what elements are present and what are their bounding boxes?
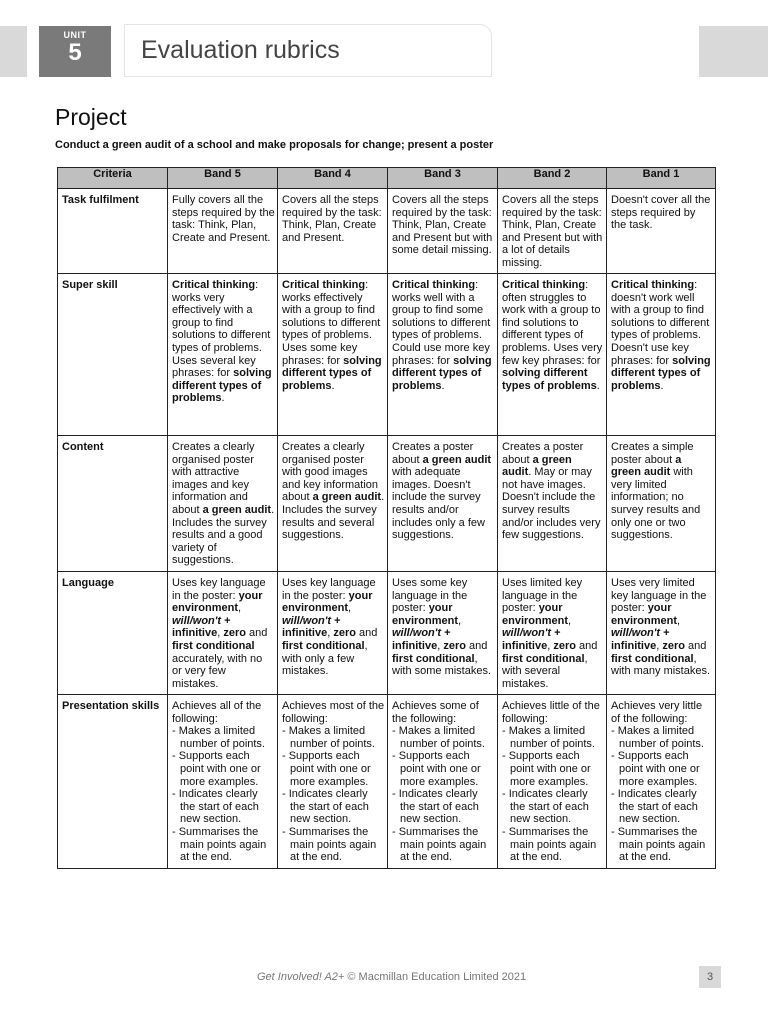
- key-phrase: solving different types of problems: [282, 354, 382, 392]
- key-phrase: solving different types of problems: [172, 367, 272, 405]
- text-fragment: Creates a poster about: [392, 441, 474, 466]
- language-band-2: [498, 572, 607, 695]
- list-item: - Summarises the main points again at the end.: [502, 825, 597, 864]
- text-fragment: Creates a clearly organised poster with attractive images and key information and about: [172, 441, 255, 516]
- table-row: [58, 274, 716, 436]
- book-title: Get Involved! A2+: [257, 971, 345, 983]
- criteria-cell: Task fulfilment: [58, 189, 168, 274]
- header-band-1: Band 1: [607, 168, 716, 189]
- text-fragment: works very effectively with a group to find solutions to different types of problems. Uses several key phrases: for: [172, 291, 271, 380]
- text-fragment: , with many mistakes.: [611, 652, 711, 678]
- text-fragment: Uses some key language in the poster:: [392, 577, 468, 615]
- text-fragment: :: [475, 279, 479, 291]
- list-item: - Summarises the main points again at the end.: [172, 825, 267, 864]
- text-fragment: and: [575, 639, 598, 652]
- presentation-points: [502, 725, 604, 864]
- footer-copyright: [257, 971, 526, 983]
- list-item: - Supports each point with one or more examples.: [392, 750, 481, 788]
- criteria-cell: Super skill: [58, 274, 168, 436]
- text-fragment: ,: [677, 614, 681, 627]
- presentation-intro: Achieves all of the following:: [172, 700, 262, 725]
- key-language: first conditional: [172, 639, 255, 652]
- language-band-1: [607, 572, 716, 695]
- list-item: - Indicates clearly the start of each new section.: [502, 788, 589, 826]
- table-row: [58, 695, 716, 869]
- text-fragment: +: [221, 614, 231, 627]
- key-language: your environment: [611, 602, 678, 627]
- skill-label: Critical thinking: [282, 279, 366, 291]
- criteria-cell: Content: [58, 436, 168, 572]
- super-band-3: [388, 274, 498, 436]
- presentation-band-5: [168, 695, 278, 869]
- presentation-intro: Achieves most of the following:: [282, 700, 385, 725]
- list-item: - Supports each point with one or more examples.: [282, 750, 371, 788]
- page-number: 3: [699, 966, 721, 988]
- copyright-text: © Macmillan Education Limited 2021: [344, 971, 527, 983]
- presentation-intro: Achieves very little of the following:: [611, 700, 703, 725]
- language-band-5: [168, 572, 278, 695]
- text-fragment: . May or may not have images. Doesn't include the survey results and/or includes very few suggestions.: [502, 466, 601, 542]
- list-item: - Makes a limited number of points.: [392, 725, 485, 750]
- key-language: infinitive: [172, 627, 218, 640]
- content-band-1: [607, 436, 716, 572]
- right-header-strip: [699, 26, 768, 77]
- text-fragment: ,: [656, 639, 663, 652]
- text-fragment: +: [331, 614, 341, 627]
- text-fragment: doesn't work well with a group to find solutions to different types of problems. Doesn't use key phrases: for: [611, 291, 710, 367]
- key-language: zero: [333, 627, 356, 640]
- presentation-points: [172, 725, 275, 864]
- key-language: your environment: [172, 589, 263, 615]
- content-band-4: [278, 436, 388, 572]
- header-band-5: Band 5: [168, 168, 278, 189]
- text-fragment: Uses limited key language in the poster:: [502, 577, 583, 615]
- key-language: first conditional: [392, 652, 475, 665]
- text-fragment: .: [660, 379, 664, 392]
- text-fragment: . Includes the survey results and several suggestions.: [282, 491, 385, 542]
- language-band-3: [388, 572, 498, 695]
- text-fragment: ,: [568, 614, 572, 627]
- criteria-cell: Presentation skills: [58, 695, 168, 869]
- text-fragment: .: [596, 379, 600, 392]
- text-fragment: +: [660, 627, 670, 640]
- text-fragment: Uses very limited key language in the poster:: [611, 577, 707, 615]
- table-row: [58, 572, 716, 695]
- list-item: - Supports each point with one or more examples.: [502, 750, 591, 788]
- text-fragment: , with only a few mistakes.: [282, 639, 368, 678]
- presentation-points: [392, 725, 495, 864]
- text-fragment: ,: [238, 602, 242, 615]
- text-fragment: .: [441, 379, 445, 392]
- super-band-4: [278, 274, 388, 436]
- list-item: - Summarises the main points again at the end.: [611, 825, 706, 864]
- presentation-intro: Achieves some of the following:: [392, 700, 479, 725]
- section-subtitle: Conduct a green audit of a school and make proposals for change; present a poster: [55, 139, 494, 151]
- task-band-4: Covers all the steps required by the task: Think, Plan, Create and Present.: [278, 189, 388, 274]
- text-fragment: . Includes the survey results and a good variety of suggestions.: [172, 503, 275, 567]
- skill-label: Critical thinking: [172, 279, 256, 291]
- task-band-1: Doesn't cover all the steps required by the task.: [607, 189, 716, 274]
- text-fragment: and: [355, 627, 378, 640]
- text-fragment: +: [441, 627, 451, 640]
- text-fragment: .: [331, 379, 335, 392]
- key-language-italic: will/won't: [392, 627, 442, 640]
- key-language-italic: will/won't: [611, 627, 661, 640]
- presentation-points: [282, 725, 385, 864]
- task-band-5: Fully covers all the steps required by the task: Think, Plan, Create and Present.: [168, 189, 278, 274]
- list-item: - Makes a limited number of points.: [282, 725, 375, 750]
- text-fragment: works effectively with a group to find solutions to different types of problems. Uses some key phrases: for: [282, 291, 381, 367]
- header-band-4: Band 4: [278, 168, 388, 189]
- text-fragment: with very limited information; no survey results and only one or two suggestions.: [611, 466, 701, 542]
- list-item: - Makes a limited number of points.: [172, 725, 265, 750]
- text-fragment: Uses key language in the poster:: [172, 577, 266, 602]
- header-title-box: [124, 24, 492, 77]
- list-item: - Summarises the main points again at the end.: [282, 825, 377, 864]
- rubric-table: [57, 167, 716, 869]
- presentation-points: [611, 725, 713, 864]
- key-language: zero: [553, 639, 576, 652]
- skill-label: Critical thinking: [502, 279, 586, 291]
- text-fragment: works well with a group to find some solutions to different types of problems. Could use more key phrases: for: [392, 291, 491, 367]
- header-criteria: Criteria: [58, 168, 168, 189]
- text-fragment: :: [365, 279, 369, 291]
- content-band-3: [388, 436, 498, 572]
- content-band-5: [168, 436, 278, 572]
- key-phrase: solving different types of problems: [502, 367, 597, 392]
- list-item: - Indicates clearly the start of each new section.: [172, 788, 259, 826]
- key-phrase: solving different types of problems: [611, 354, 711, 392]
- list-item: - Supports each point with one or more examples.: [611, 750, 700, 788]
- list-item: - Summarises the main points again at the end.: [392, 825, 487, 864]
- key-language-italic: will/won't: [502, 627, 552, 640]
- content-band-2: [498, 436, 607, 572]
- key-language: your environment: [502, 602, 569, 627]
- text-fragment: ,: [458, 614, 462, 627]
- presentation-band-3: [388, 695, 498, 869]
- left-header-strip: [0, 26, 27, 77]
- key-language-italic: will/won't: [282, 614, 332, 627]
- criteria-cell: Language: [58, 572, 168, 695]
- text-fragment: ,: [348, 602, 352, 615]
- skill-label: Critical thinking: [611, 279, 695, 291]
- task-band-3: Covers all the steps required by the task: Think, Plan, Create and Present but with some detail missing.: [388, 189, 498, 274]
- text-fragment: Creates a simple poster about: [611, 441, 694, 466]
- text-fragment: Creates a clearly organised poster with good images and key information about: [282, 441, 378, 504]
- presentation-intro: Achieves little of the following:: [502, 700, 600, 725]
- text-fragment: , with several mistakes.: [502, 652, 588, 690]
- key-language: zero: [223, 627, 246, 640]
- key-term: a green audit: [422, 453, 492, 466]
- super-band-1: [607, 274, 716, 436]
- presentation-band-1: [607, 695, 716, 869]
- section-title: Project: [55, 104, 127, 130]
- header-band-3: Band 3: [388, 168, 498, 189]
- text-fragment: Creates a poster about: [502, 441, 584, 466]
- unit-label: UNIT: [63, 30, 87, 40]
- list-item: - Makes a limited number of points.: [611, 725, 704, 750]
- text-fragment: Uses key language in the poster:: [282, 577, 376, 602]
- table-row: [58, 189, 716, 274]
- key-language: first conditional: [502, 652, 585, 665]
- key-language: first conditional: [611, 652, 694, 665]
- text-fragment: ,: [327, 627, 334, 640]
- unit-number: 5: [68, 39, 82, 66]
- text-fragment: ,: [437, 639, 444, 652]
- text-fragment: :: [585, 279, 589, 291]
- text-fragment: and: [245, 627, 268, 640]
- key-phrase: solving different types of problems: [392, 354, 492, 392]
- text-fragment: :: [694, 279, 698, 291]
- text-fragment: with adequate images. Doesn't include the survey results and/or includes only a few suggestions.: [392, 466, 485, 542]
- key-language: zero: [662, 639, 685, 652]
- key-language: infinitive: [502, 639, 548, 652]
- text-fragment: and: [465, 639, 488, 652]
- table-header-row: [58, 168, 716, 189]
- key-language: infinitive: [282, 627, 328, 640]
- task-band-2: Covers all the steps required by the task: Think, Plan, Create and Present but with a lot of details missing.: [498, 189, 607, 274]
- key-language: zero: [443, 639, 466, 652]
- text-fragment: ,: [217, 627, 224, 640]
- skill-label: Critical thinking: [392, 279, 476, 291]
- key-term: a green audit: [502, 453, 572, 479]
- text-fragment: .: [221, 392, 225, 405]
- text-fragment: :: [255, 279, 259, 291]
- list-item: - Supports each point with one or more examples.: [172, 750, 261, 788]
- list-item: - Indicates clearly the start of each new section.: [282, 788, 369, 826]
- text-fragment: ,: [547, 639, 554, 652]
- key-language: first conditional: [282, 639, 365, 652]
- text-fragment: accurately, with no or very few mistakes.: [172, 652, 263, 690]
- presentation-band-2: [498, 695, 607, 869]
- key-term: a green audit: [312, 491, 382, 504]
- list-item: - Indicates clearly the start of each new section.: [392, 788, 479, 826]
- super-band-2: [498, 274, 607, 436]
- text-fragment: often struggles to work with a group to find solutions to different types of problems. Uses very few key phrases: for: [502, 291, 603, 367]
- super-band-5: [168, 274, 278, 436]
- list-item: - Indicates clearly the start of each new section.: [611, 788, 698, 826]
- text-fragment: +: [551, 627, 561, 640]
- presentation-band-4: [278, 695, 388, 869]
- key-term: a green audit: [202, 503, 272, 516]
- unit-badge: [39, 26, 111, 77]
- key-language: your environment: [392, 602, 459, 627]
- table-row: [58, 436, 716, 572]
- key-term: a green audit: [611, 453, 682, 479]
- key-language: infinitive: [611, 639, 657, 652]
- key-language: your environment: [282, 589, 373, 615]
- text-fragment: and: [684, 639, 707, 652]
- text-fragment: , with some mistakes.: [392, 652, 492, 678]
- list-item: - Makes a limited number of points.: [502, 725, 595, 750]
- page-header-title: Evaluation rubrics: [141, 36, 340, 64]
- key-language-italic: will/won't: [172, 614, 222, 627]
- key-language: infinitive: [392, 639, 438, 652]
- language-band-4: [278, 572, 388, 695]
- header-band-2: Band 2: [498, 168, 607, 189]
